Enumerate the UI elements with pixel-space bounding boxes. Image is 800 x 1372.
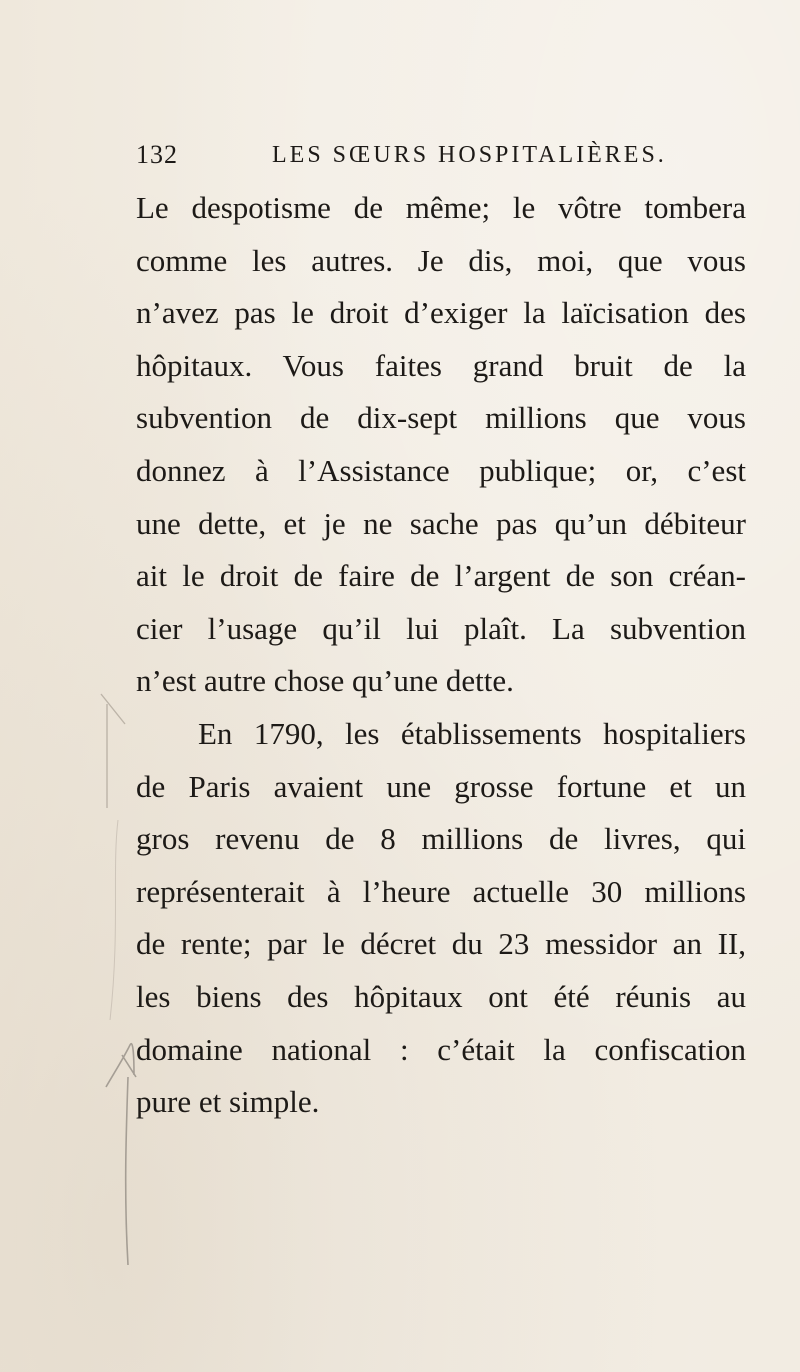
body-text (136, 182, 746, 1129)
text-line: les biens des hôpitaux ont été réunis au (136, 978, 746, 1014)
text-line: domaine national : c’était la confiscation (136, 1031, 746, 1067)
text-line: pure et simple. (136, 1084, 320, 1120)
pencil-mark-lower (100, 1015, 144, 1275)
pencil-mark-left-edge (98, 820, 128, 1020)
page-header (136, 140, 776, 180)
text-line: n’avez pas le droit d’exiger la laïcisation des (136, 295, 746, 331)
text-line: Le despotisme de même; le vôtre tombera (136, 190, 746, 225)
text-line: de Paris avaient une grosse fortune et un (136, 768, 746, 804)
text-line: hôpitaux. Vous faites grand bruit de la (136, 347, 746, 383)
text-line: représenterait à l’heure actuelle 30 millions (136, 873, 746, 909)
paragraph-2 (136, 708, 746, 1129)
text-line: gros revenu de 8 millions de livres, qui (136, 821, 746, 857)
text-line: n’est autre chose qu’une dette. (136, 663, 514, 699)
pencil-mark-upper (95, 690, 135, 810)
page-number: 132 (136, 140, 178, 169)
text-line: subvention de dix-sept millions que vous (136, 400, 746, 436)
paragraph-1 (136, 182, 746, 708)
text-line: cier l’usage qu’il lui plaît. La subvention (136, 610, 746, 646)
text-line: de rente; par le décret du 23 messidor an II, (136, 926, 746, 962)
text-line: ait le droit de faire de l’argent de son créan- (136, 558, 746, 594)
running-head: LES SŒURS HOSPITALIÈRES. (272, 142, 667, 168)
text-line: En 1790, les établissements hospitaliers (198, 715, 746, 751)
text-line: une dette, et je ne sache pas qu’un débiteur (136, 505, 746, 541)
text-line: comme les autres. Je dis, moi, que vous (136, 242, 746, 278)
text-line: donnez à l’Assistance publique; or, c’est (136, 452, 746, 488)
